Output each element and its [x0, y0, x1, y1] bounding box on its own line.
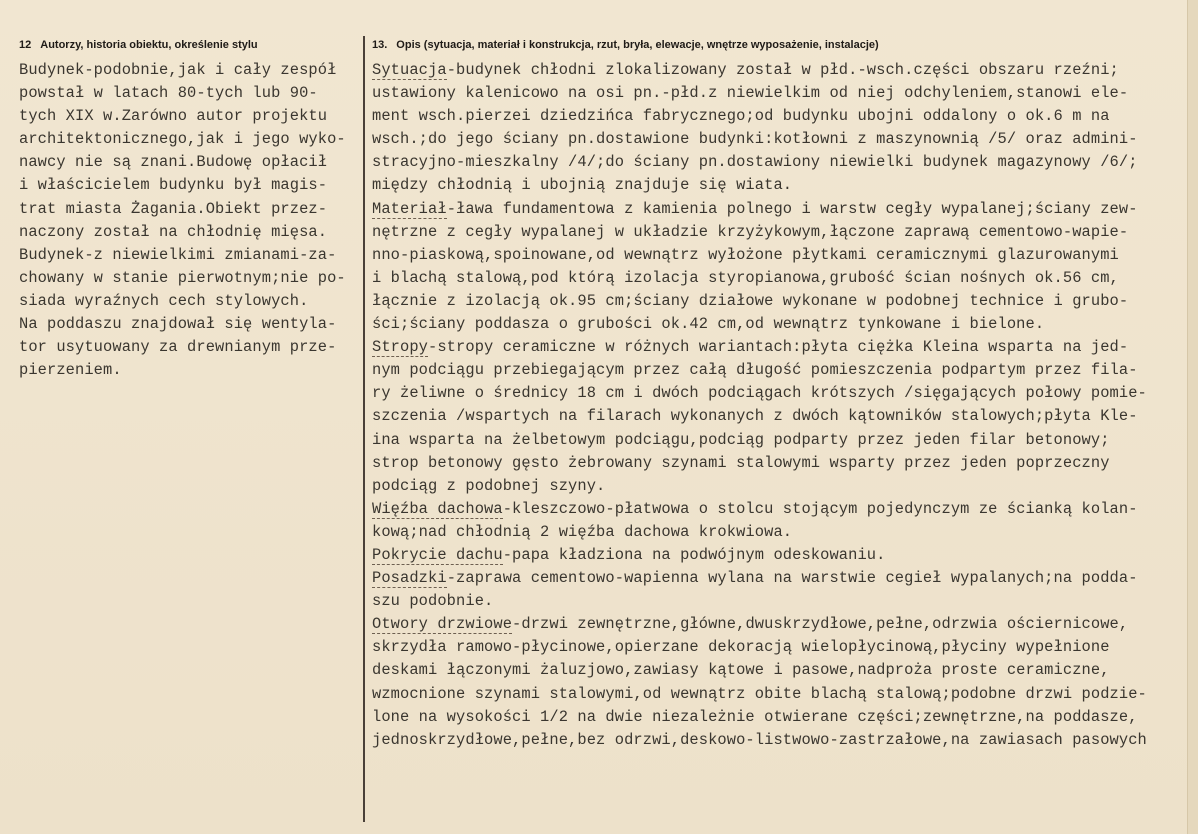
line-text: -papa kładziona na podwójnym odeskowaniu.	[502, 545, 886, 564]
description-line	[372, 267, 1198, 290]
section-label: Posadzki	[372, 569, 447, 588]
description-line	[372, 128, 1198, 151]
description-line	[372, 151, 1198, 174]
line-text: ści;ściany poddasza o grubości ok.42 cm,od wewnątrz tynkowane i bielone.	[372, 315, 1045, 334]
section-label: Materiał	[372, 199, 447, 218]
section-12-heading	[19, 39, 258, 51]
line-text: i blachą stalową,pod którą izolacja styropianowa,grubość ścian nośnych ok.56 cm,	[372, 268, 1119, 287]
description-line	[372, 706, 1198, 729]
line-text: stracyjno-mieszkalny /4/;do ściany pn.dostawiony niewielki budynek magazynowy /6/;	[372, 153, 1138, 172]
description-line	[372, 198, 1198, 221]
history-line: powstał w latach 80-tych lub 90-	[19, 84, 318, 103]
section-13-title: Opis (sytuacja, materiał i konstrukcja, rzut, bryła, elewacje, wnętrze wyposażenie, instalacje)	[396, 39, 879, 51]
description-line	[372, 613, 1198, 636]
description-line	[372, 452, 1198, 475]
history-line: Budynek-podobnie,jak i cały zespół	[19, 61, 337, 79]
section-13-number: 13.	[372, 39, 388, 51]
section-label: Pokrycie dachu	[372, 545, 503, 564]
line-text: deskami łączonymi żaluzjowo,zawiasy kątowe i pasowe,nadproża proste ceramiczne,	[372, 661, 1110, 680]
line-text: -stropy ceramiczne w różnych wariantach:płyta ciężka Kleina wsparta na jed-	[428, 338, 1129, 357]
line-text: podciąg z podobnej szyny.	[372, 476, 606, 495]
description-line	[372, 221, 1198, 244]
line-text: szczenia /wspartych na filarach wykonanych z dwóch kątowników stalowych;płyta Kle-	[372, 407, 1138, 426]
line-text: skrzydła ramowo-płycinowe,opierzane dekoracją wielopłycinową,płyciny wypełnione	[372, 638, 1110, 657]
description-line	[372, 475, 1198, 498]
description-line	[372, 590, 1198, 613]
line-text: lone na wysokości 1/2 na dwie niezależnie otwierane części;zewnętrzne,na poddasze,	[372, 707, 1138, 726]
history-line: tych XIX w.Zarówno autor projektu	[19, 107, 328, 126]
description-line	[372, 59, 1198, 82]
line-text: -drzwi zewnętrzne,główne,dwuskrzydłowe,pełne,odrzwia ościernicowe,	[512, 615, 1129, 634]
line-text: nym podciągu przebiegającym przez całą długość pomieszczenia podpartym przez fila-	[372, 361, 1138, 380]
line-text: ustawiony kalenicowo na osi pn.-płd.z niewielkim od niej odchyleniem,stanowi ele-	[372, 84, 1129, 103]
line-text: -budynek chłodni zlokalizowany został w płd.-wsch.części obszaru rzeźni;	[446, 61, 1119, 79]
section-label: Sytuacja	[372, 61, 447, 79]
section-label: Otwory drzwiowe	[372, 615, 513, 634]
line-text: -kleszczowo-płatwowa o stolcu stojącym pojedynczym ze ścianką kolan-	[502, 499, 1138, 518]
description-line	[372, 359, 1198, 382]
history-line: siada wyraźnych cech stylowych.	[19, 291, 309, 310]
line-text: ry żeliwne o średnicy 18 cm i dwóch podciągach krótszych /sięgających połowy pomie-	[372, 384, 1147, 403]
description-line	[372, 544, 1198, 567]
history-line: tor usytuowany za drewnianym prze-	[19, 338, 337, 357]
line-text: łącznie z izolacją ok.95 cm;ściany działowe wykonane w podobnej technice i grubo-	[372, 291, 1129, 310]
history-line: i właścicielem budynku był magis-	[19, 176, 328, 195]
description-line	[372, 82, 1198, 105]
column-divider	[363, 36, 365, 822]
section-13-heading	[372, 39, 879, 51]
section-label: Więźba dachowa	[372, 499, 503, 518]
description-text	[372, 59, 1198, 752]
description-line	[372, 498, 1198, 521]
description-line	[372, 244, 1198, 267]
description-line	[372, 313, 1198, 336]
line-text: ment wsch.pierzei dziedzińca fabrycznego;od budynku ubojni oddalony o ok.6 m na	[372, 107, 1110, 126]
line-text: wzmocnione szynami stalowymi,od wewnątrz obite blachą stalową;podobne drzwi podzie-	[372, 684, 1147, 703]
description-line	[372, 521, 1198, 544]
history-line: chowany w stanie pierwotnym;nie po-	[19, 268, 346, 287]
description-line	[372, 429, 1198, 452]
description-line	[372, 636, 1198, 659]
history-line: naczony został na chłodnię mięsa.	[19, 222, 328, 241]
description-line	[372, 659, 1198, 682]
description-line	[372, 567, 1198, 590]
description-line	[372, 683, 1198, 706]
line-text: -ława fundamentowa z kamienia polnego i warstw cegły wypalanej;ściany zew-	[446, 199, 1138, 218]
line-text: ina wsparta na żelbetowym podciągu,podciąg podparty przez jeden filar betonowy;	[372, 430, 1110, 449]
description-line	[372, 336, 1198, 359]
history-line: Budynek-z niewielkimi zmianami-za-	[19, 245, 337, 264]
section-label: Stropy	[372, 338, 429, 357]
line-text: nętrzne z cegły wypalanej w układzie krzyżykowym,łączone zaprawą cementowo-wapie-	[372, 222, 1129, 241]
description-line	[372, 290, 1198, 313]
description-line	[372, 405, 1198, 428]
line-text: wsch.;do jego ściany pn.dostawione budynki:kotłowni z maszynownią /5/ oraz admini-	[372, 130, 1138, 149]
history-text	[19, 59, 359, 382]
line-text: jednoskrzydłowe,pełne,bez odrzwi,deskowo-listwowo-zastrzałowe,na zawiasach pasowych	[372, 730, 1147, 749]
description-line	[372, 105, 1198, 128]
history-line: Na poddaszu znajdował się wentyla-	[19, 315, 337, 334]
line-text: -zaprawa cementowo-wapienna wylana na warstwie cegieł wypalanych;na podda-	[446, 569, 1138, 588]
history-line: architektonicznego,jak i jego wyko-	[19, 130, 346, 149]
line-text: kową;nad chłodnią 2 więźba dachowa krokwiowa.	[372, 522, 793, 541]
history-line: pierzeniem.	[19, 361, 122, 380]
description-line	[372, 174, 1198, 197]
description-line	[372, 729, 1198, 752]
line-text: szu podobnie.	[372, 592, 494, 611]
line-text: strop betonowy gęsto żebrowany szynami stalowymi wsparty przez jeden poprzeczny	[372, 453, 1110, 472]
line-text: nno-piaskową,spoinowane,od wewnątrz wyłożone płytkami ceramicznymi glazurowanymi	[372, 245, 1119, 264]
section-12-title: Autorzy, historia obiektu, określenie stylu	[40, 39, 258, 51]
line-text: między chłodnią i ubojnią znajduje się wiata.	[372, 176, 793, 195]
history-line: nawcy nie są znani.Budowę opłacił	[19, 153, 328, 172]
description-line	[372, 382, 1198, 405]
section-12-number: 12	[19, 39, 32, 51]
history-line: trat miasta Żagania.Obiekt przez-	[19, 199, 328, 218]
